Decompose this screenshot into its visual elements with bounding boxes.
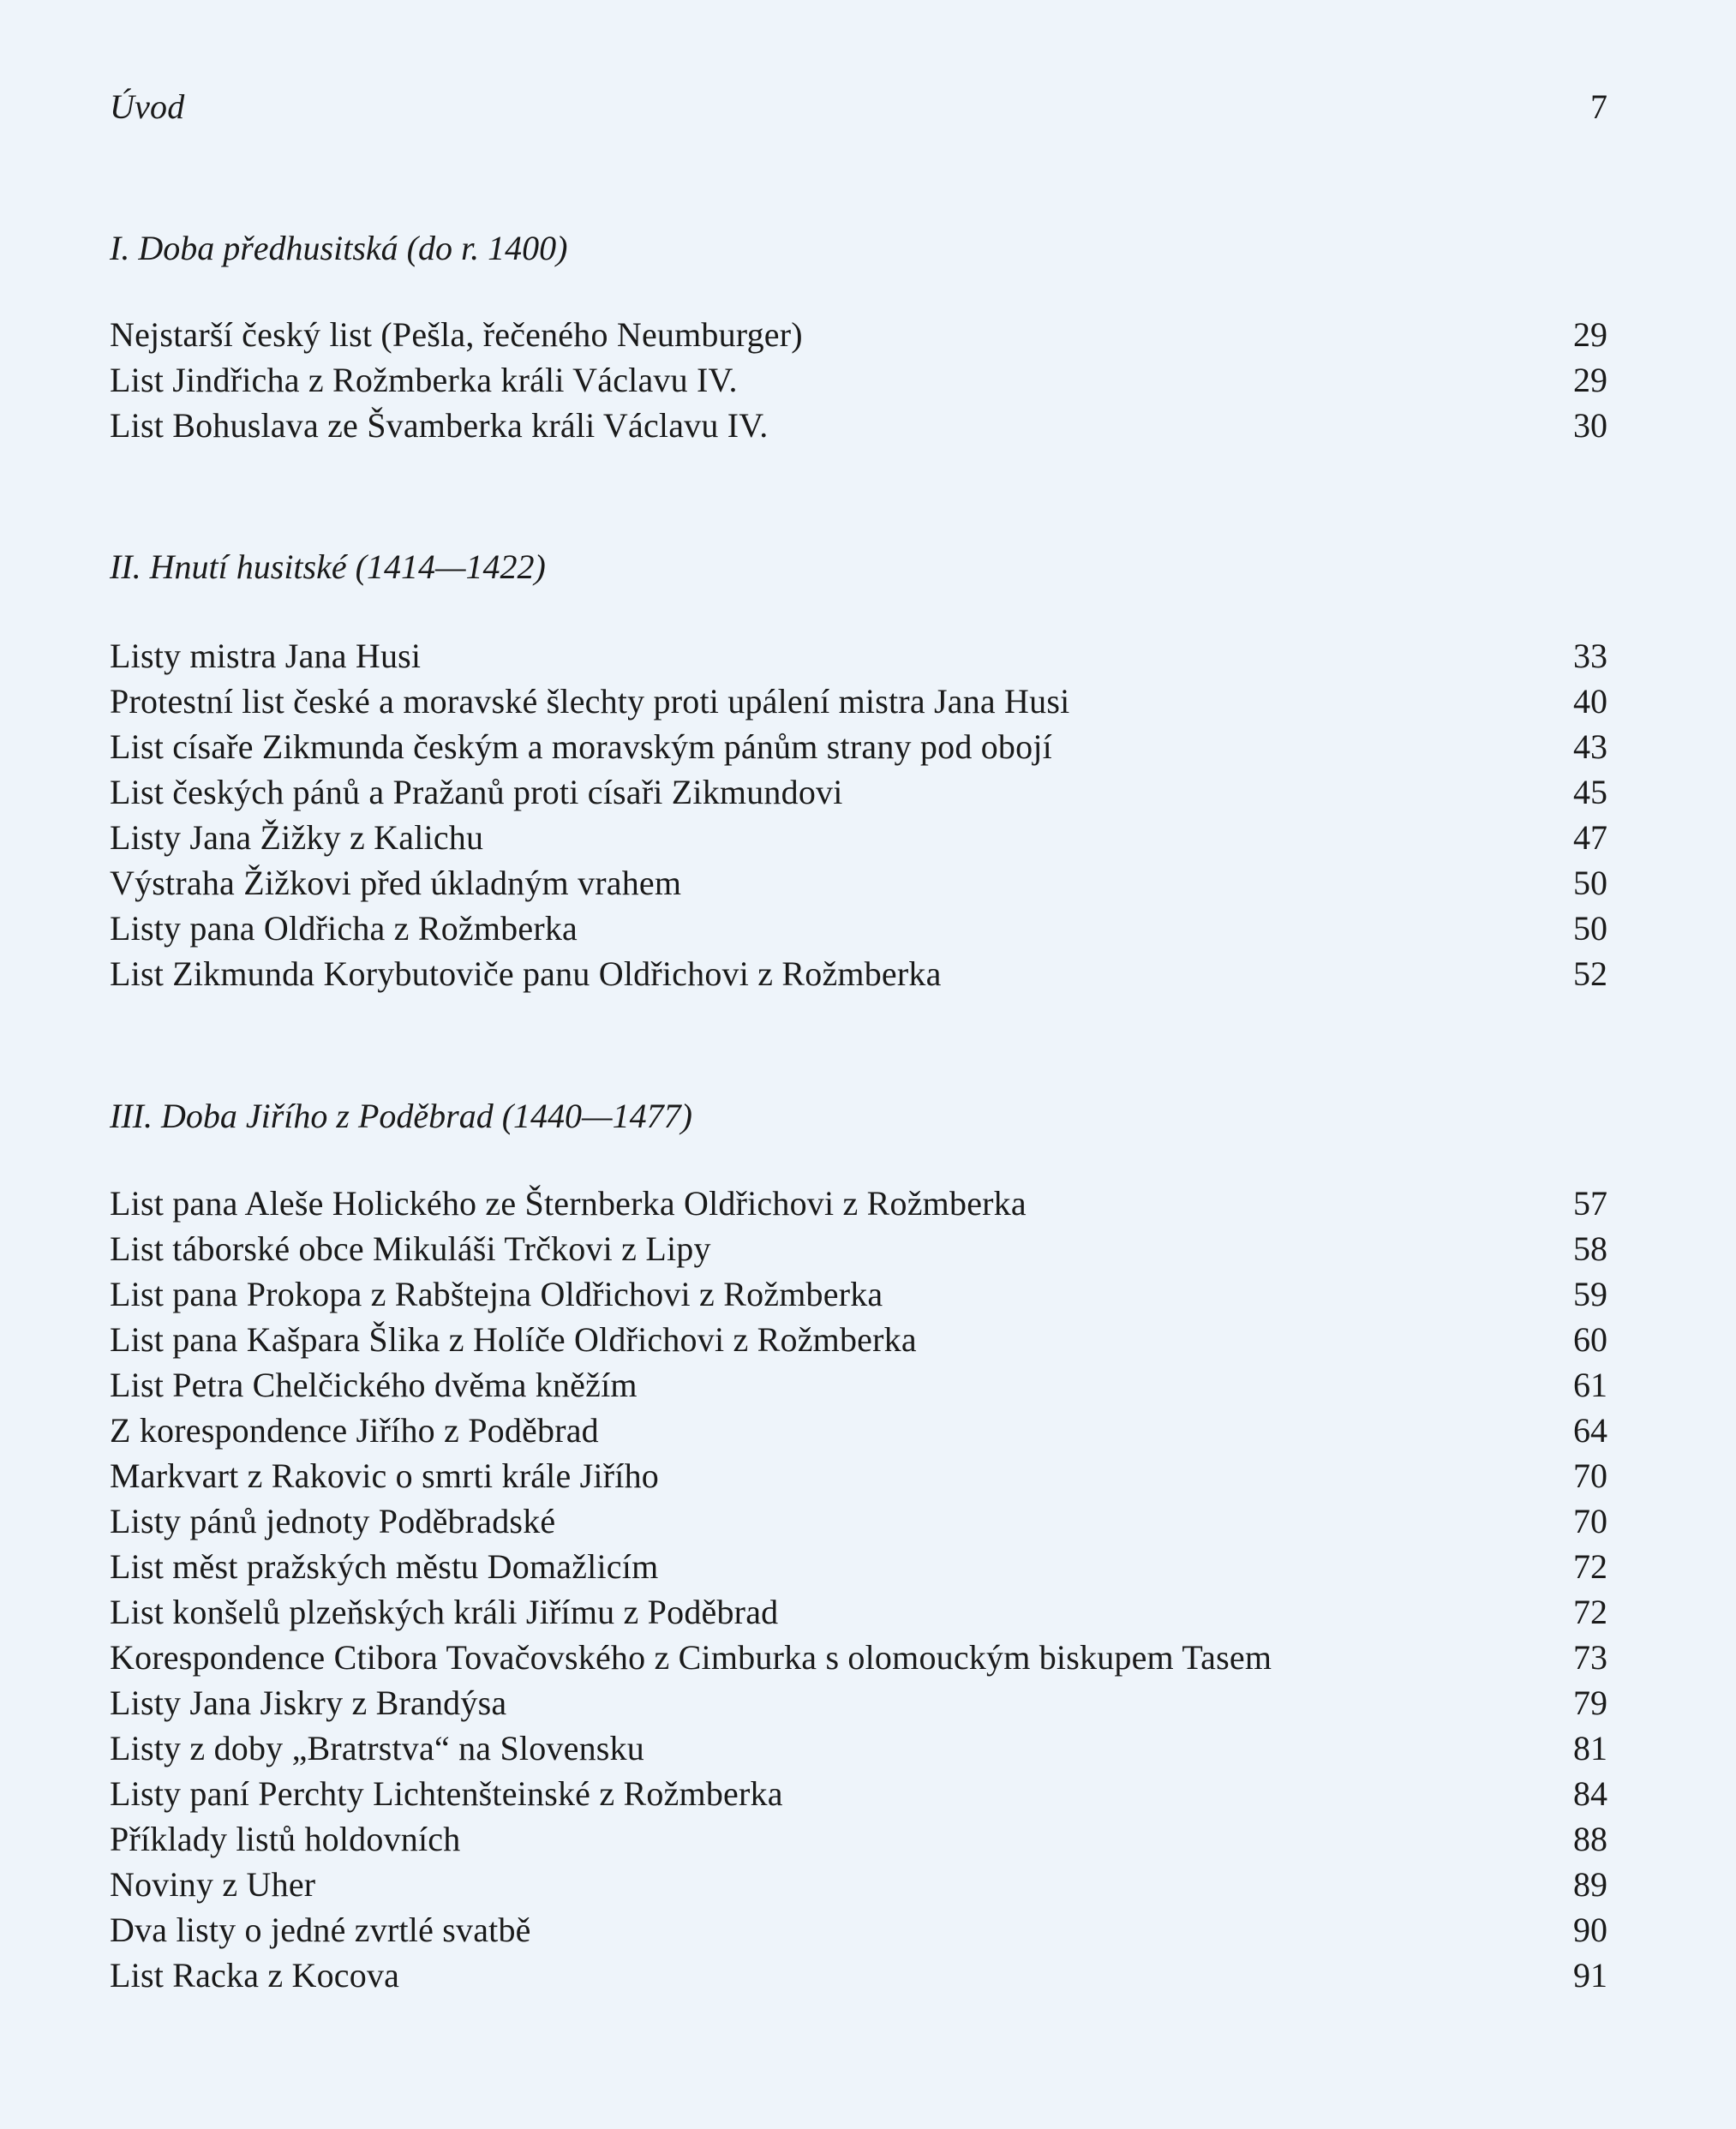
toc-entry-page: 52 [1573, 954, 1607, 993]
toc-intro [110, 86, 1607, 129]
toc-entry-title: Listy mistra Jana Husi [110, 637, 422, 675]
toc-entry [110, 1228, 1607, 1271]
toc-entry [110, 1182, 1607, 1225]
toc-entry-page: 59 [1573, 1275, 1607, 1313]
toc-entry-title: Noviny z Uher [110, 1865, 316, 1904]
toc-entry [110, 1863, 1607, 1906]
toc-entry-page: 90 [1573, 1911, 1607, 1949]
toc-entry [110, 907, 1607, 950]
toc-entry [110, 1319, 1607, 1361]
toc-entry-page: 70 [1573, 1502, 1607, 1540]
toc-entry-title: List Zikmunda Korybutoviče panu Oldřichovi z Rožmberka [110, 954, 942, 993]
toc-entry-page: 81 [1573, 1729, 1607, 1767]
toc-entry [110, 314, 1607, 356]
toc-entry-title: Nejstarší český list (Pešla, řečeného Neumburger) [110, 315, 803, 354]
toc-entry-title: Příklady listů holdovních [110, 1820, 461, 1858]
toc-entry-title: List táborské obce Mikuláši Trčkovi z Lipy [110, 1229, 711, 1268]
toc-entry-title: List měst pražských městu Domažlicím [110, 1547, 659, 1586]
toc-entry-page: 30 [1573, 406, 1607, 445]
toc-entry [110, 635, 1607, 678]
toc-entry-title: List pana Aleše Holického ze Šternberka Oldřichovi z Rožmberka [110, 1184, 1027, 1223]
toc-entry-title: Listy pana Oldřicha z Rožmberka [110, 909, 578, 948]
toc-entry-title: Listy z doby „Bratrstva“ na Slovensku [110, 1729, 644, 1767]
toc-entry [110, 1500, 1607, 1543]
toc-entry-title: Listy pánů jednoty Poděbradské [110, 1502, 556, 1540]
toc-entry-page: 73 [1573, 1638, 1607, 1677]
toc-entry-page: 84 [1573, 1774, 1607, 1813]
toc-entry [110, 359, 1607, 402]
toc-entry-page: 50 [1573, 864, 1607, 902]
toc-entry-page: 72 [1573, 1593, 1607, 1631]
toc-entry-title: Listy paní Perchty Lichtenšteinské z Rožmberka [110, 1774, 783, 1813]
toc-entry-title: List Bohuslava ze Švamberka králi Václavu IV. [110, 406, 769, 445]
toc-entry [110, 1591, 1607, 1634]
toc-intro-page: 7 [1590, 87, 1607, 126]
toc-entry [110, 680, 1607, 723]
toc-intro-title: Úvod [110, 87, 185, 126]
toc-entry-page: 79 [1573, 1683, 1607, 1722]
toc-entry-title: List Jindřicha z Rožmberka králi Václavu IV. [110, 361, 738, 399]
toc-entry [110, 1636, 1607, 1679]
toc-entry [110, 1409, 1607, 1452]
toc-entry-page: 45 [1573, 773, 1607, 811]
toc-entry-page: 50 [1573, 909, 1607, 948]
toc-entry-title: Listy Jana Žižky z Kalichu [110, 818, 484, 857]
toc-entry [110, 1727, 1607, 1770]
toc-entry-page: 29 [1573, 315, 1607, 354]
toc-entry [110, 1455, 1607, 1498]
toc-entry-page: 72 [1573, 1547, 1607, 1586]
toc-entry [110, 1546, 1607, 1588]
section-heading: I. Doba předhusitská (do r. 1400) [110, 229, 568, 267]
toc-entry-title: List pana Kašpara Šlika z Holíče Oldřichovi z Rožmberka [110, 1320, 917, 1359]
toc-entry [110, 404, 1607, 447]
toc-entry-page: 40 [1573, 682, 1607, 721]
toc-entry-page: 88 [1573, 1820, 1607, 1858]
toc-entry [110, 726, 1607, 768]
section-heading: II. Hnutí husitské (1414—1422) [110, 547, 546, 586]
toc-entry [110, 1273, 1607, 1316]
toc-entry-title: Protestní list české a moravské šlechty proti upálení mistra Jana Husi [110, 682, 1070, 721]
toc-entry [110, 1364, 1607, 1407]
toc-entry-title: List pana Prokopa z Rabštejna Oldřichovi z Rožmberka [110, 1275, 883, 1313]
toc-entry-page: 43 [1573, 727, 1607, 766]
toc-entry-title: Výstraha Žižkovi před úkladným vrahem [110, 864, 682, 902]
toc-entry-page: 29 [1573, 361, 1607, 399]
toc-entry-page: 70 [1573, 1456, 1607, 1495]
toc-entry-title: Korespondence Ctibora Tovačovského z Cimburka s olomouckým biskupem Tasem [110, 1638, 1272, 1677]
section-heading: III. Doba Jiřího z Poděbrad (1440—1477) [110, 1097, 692, 1135]
toc-entry-page: 91 [1573, 1956, 1607, 1994]
toc-entry-title: List císaře Zikmunda českým a moravským pánům strany pod obojí [110, 727, 1052, 766]
toc-entry-page: 33 [1573, 637, 1607, 675]
toc-entry [110, 1818, 1607, 1861]
toc-entry-page: 64 [1573, 1411, 1607, 1450]
toc-entry-title: Listy Jana Jiskry z Brandýsa [110, 1683, 507, 1722]
toc-entry [110, 771, 1607, 814]
toc-entry-title: Z korespondence Jiřího z Poděbrad [110, 1411, 599, 1450]
toc-entry-title: Markvart z Rakovic o smrti krále Jiřího [110, 1456, 659, 1495]
toc-entry-title: List konšelů plzeňských králi Jiřímu z Poděbrad [110, 1593, 779, 1631]
toc-entry-title: List Petra Chelčického dvěma kněžím [110, 1366, 638, 1404]
toc-entry [110, 1682, 1607, 1725]
toc-entry-title: List českých pánů a Pražanů proti císaři Zikmundovi [110, 773, 843, 811]
toc-entry-page: 60 [1573, 1320, 1607, 1359]
toc-entry [110, 1954, 1607, 1997]
toc-entry [110, 862, 1607, 905]
toc-entry-page: 61 [1573, 1366, 1607, 1404]
toc-entry [110, 953, 1607, 996]
toc-entry [110, 1909, 1607, 1952]
toc-entry-title: Dva listy o jedné zvrtlé svatbě [110, 1911, 531, 1949]
toc-entry-page: 58 [1573, 1229, 1607, 1268]
toc-entry-page: 89 [1573, 1865, 1607, 1904]
toc-entry-title: List Racka z Kocova [110, 1956, 400, 1994]
toc-entry [110, 816, 1607, 859]
toc-entry-page: 57 [1573, 1184, 1607, 1223]
toc-entry [110, 1773, 1607, 1815]
toc-entry-page: 47 [1573, 818, 1607, 857]
